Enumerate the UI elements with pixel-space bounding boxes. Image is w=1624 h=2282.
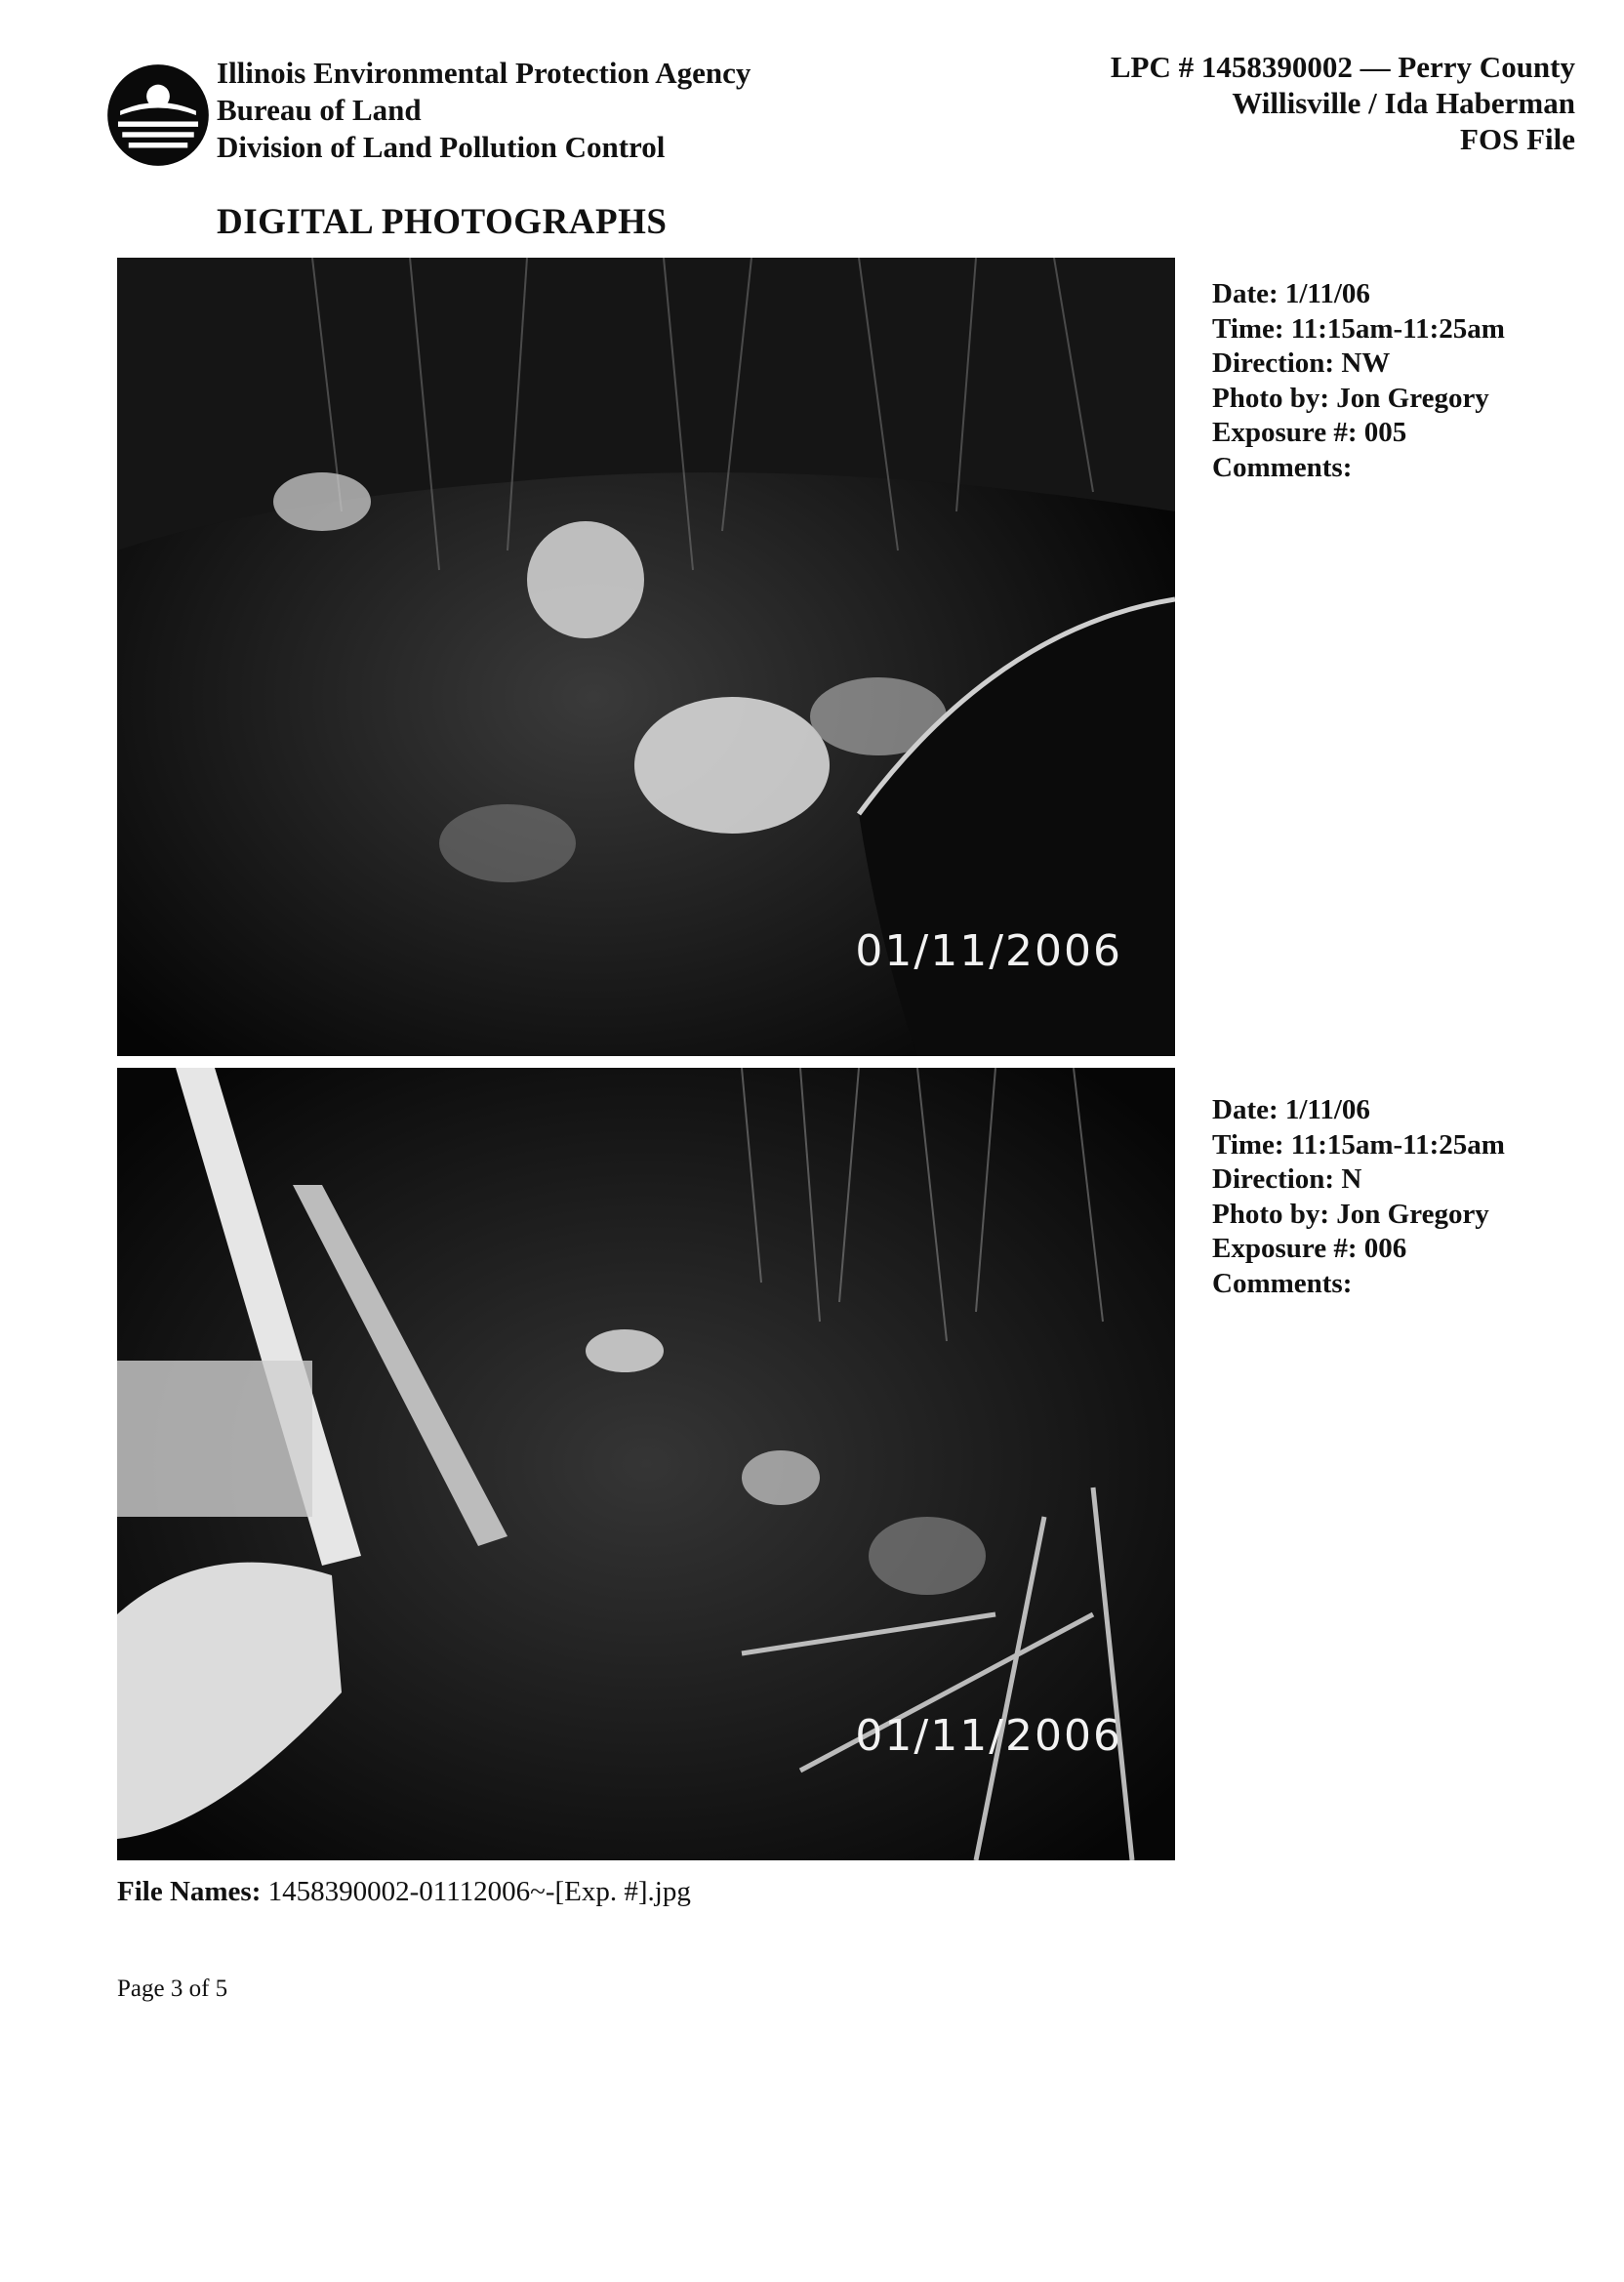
file-reference: [1111, 49, 1575, 157]
site-photo-1: [117, 258, 1175, 1056]
photo-timestamp: 01/11/2006: [855, 926, 1122, 976]
photo-comments: Comments:: [1212, 451, 1353, 483]
photo-date: Date: 1/11/06: [1212, 278, 1370, 309]
photo-direction: Direction: NW: [1212, 347, 1391, 379]
photo-exposure: Exposure #: 005: [1212, 417, 1407, 448]
photo-comments: Comments:: [1212, 1267, 1353, 1299]
agency-logo: [105, 62, 211, 168]
photo-photographer: Photo by: Jon Gregory: [1212, 382, 1489, 414]
photo-details-1: [1212, 277, 1505, 485]
agency-heading: [217, 55, 751, 166]
photo-timestamp: 01/11/2006: [855, 1711, 1122, 1761]
file-names-value: 1458390002-01112006~-[Exp. #].jpg: [267, 1876, 691, 1907]
photo-exposure: Exposure #: 006: [1212, 1233, 1407, 1264]
bureau-name: Bureau of Land: [217, 93, 422, 127]
division-name: Division of Land Pollution Control: [217, 130, 666, 164]
page-number: Page 3 of 5: [117, 1976, 228, 2002]
file-type: FOS File: [1460, 122, 1575, 156]
photo-details-2: [1212, 1093, 1505, 1301]
lpc-number: LPC # 1458390002 — Perry County: [1110, 50, 1575, 84]
photo-time: Time: 11:15am-11:25am: [1212, 1128, 1505, 1161]
photo-direction: Direction: N: [1212, 1163, 1362, 1195]
section-title: DIGITAL PHOTOGRAPHS: [217, 202, 668, 242]
file-names-label: File Names:: [117, 1876, 262, 1907]
photo-time: Time: 11:15am-11:25am: [1212, 312, 1505, 345]
file-names: [117, 1876, 691, 1908]
site-name: Willisville / Ida Haberman: [1232, 86, 1575, 120]
site-photo-2: [117, 1068, 1175, 1860]
photo-photographer: Photo by: Jon Gregory: [1212, 1198, 1489, 1230]
agency-name: Illinois Environmental Protection Agency: [217, 56, 751, 90]
photo-date: Date: 1/11/06: [1212, 1094, 1370, 1125]
